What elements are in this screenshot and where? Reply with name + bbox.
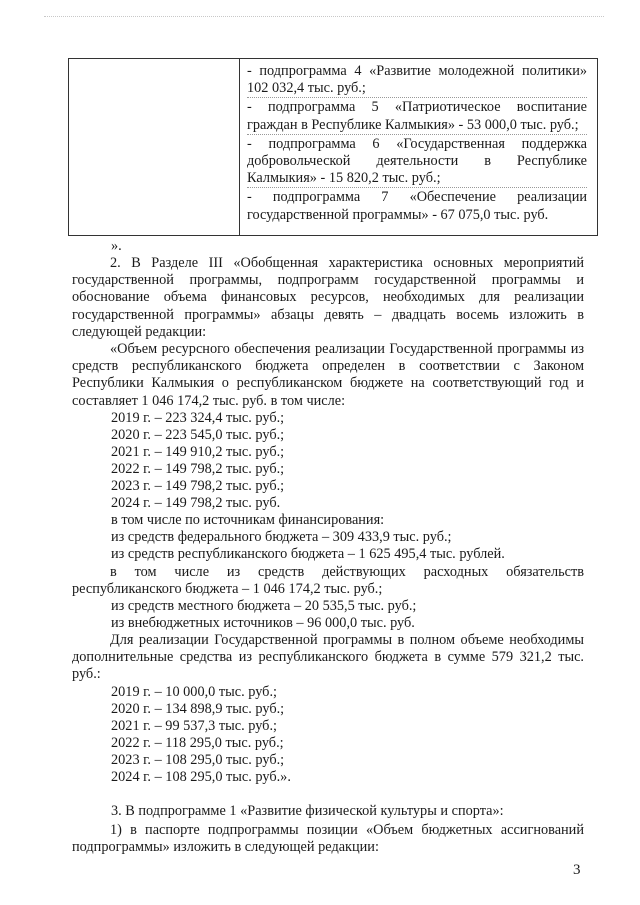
source-local: из средств местного бюджета – 20 535,5 тыс. руб.;	[111, 598, 417, 614]
passport-table	[68, 58, 598, 236]
table-item-subprogram-4: - подпрограмма 4 «Развитие молодежной политики» 102 032,4 тыс. руб.;	[247, 63, 587, 98]
sources-intro: в том числе по источникам финансирования:	[111, 512, 385, 528]
year-line-b-2022: 2022 г. – 118 295,0 тыс. руб.;	[111, 735, 284, 751]
source-extrabudget: из внебюджетных источников – 96 000,0 тыс. руб.	[111, 615, 415, 631]
year-line-b-2023: 2023 г. – 108 295,0 тыс. руб.;	[111, 752, 285, 768]
paragraph-additional-funds: Для реализации Государственной программы в полном объеме необходимы дополнительные средства из республиканского бюджета в сумме 579 321,2 тыс. руб.:	[72, 632, 584, 683]
year-line-b-2020: 2020 г. – 134 898,9 тыс. руб.;	[111, 701, 285, 717]
year-line-a-2019: 2019 г. – 223 324,4 тыс. руб.;	[111, 410, 285, 426]
year-line-b-2021: 2021 г. – 99 537,3 тыс. руб.;	[111, 718, 277, 734]
page-number: 3	[573, 862, 581, 878]
top-scan-rule	[44, 16, 604, 17]
source-federal: из средств федерального бюджета – 309 433,9 тыс. руб.;	[111, 529, 452, 545]
source-current-obligations: в том числе из средств действующих расходных обязательств республиканского бюджета – 1 046 174,2 тыс. руб.;	[72, 564, 584, 598]
year-line-a-2020: 2020 г. – 223 545,0 тыс. руб.;	[111, 427, 285, 443]
paragraph-3: 3. В подпрограмме 1 «Развитие физической культуры и спорта»:	[111, 803, 504, 819]
closing-quote: ».	[111, 238, 122, 254]
paragraph-2: 2. В Разделе III «Обобщенная характеристика основных мероприятий государственной программы, подпрограмм государственной программы и обоснование объема финансовых ресурсов, необходимых для реализации государственной программы» абзацы девять – двадцать восемь изложить в следующей редакции:	[72, 255, 584, 340]
paragraph-resource-volume: «Объем ресурсного обеспечения реализации Государственной программы из средств республиканского бюджета определен в соответствии с Законом Республики Калмыкия о республиканском бюджете на соответствующий год и составляет 1 046 174,2 тыс. руб. в том числе:	[72, 341, 584, 409]
year-line-a-2022: 2022 г. – 149 798,2 тыс. руб.;	[111, 461, 285, 477]
year-line-a-2024: 2024 г. – 149 798,2 тыс. руб.	[111, 495, 281, 511]
year-line-b-2024: 2024 г. – 108 295,0 тыс. руб.».	[111, 769, 291, 785]
year-line-a-2021: 2021 г. – 149 910,2 тыс. руб.;	[111, 444, 285, 460]
source-republican: из средств республиканского бюджета – 1 625 495,4 тыс. рублей.	[111, 546, 505, 562]
table-right-cell	[240, 59, 597, 225]
year-line-a-2023: 2023 г. – 149 798,2 тыс. руб.;	[111, 478, 285, 494]
table-item-subprogram-6: - подпрограмма 6 «Государственная поддержка добровольческой деятельности в Республике Калмыкия» - 15 820,2 тыс. руб.;	[247, 136, 587, 189]
table-item-subprogram-7: - подпрограмма 7 «Обеспечение реализации государственной программы» - 67 075,0 тыс. руб.	[247, 189, 587, 223]
year-line-b-2019: 2019 г. – 10 000,0 тыс. руб.;	[111, 684, 277, 700]
table-item-subprogram-5: - подпрограмма 5 «Патриотическое воспитание граждан в Республике Калмыкия» - 53 000,0 тыс. руб.;	[247, 99, 587, 134]
paragraph-3-1: 1) в паспорте подпрограммы позиции «Объем бюджетных ассигнований подпрограммы» изложить в следующей редакции:	[72, 822, 584, 856]
